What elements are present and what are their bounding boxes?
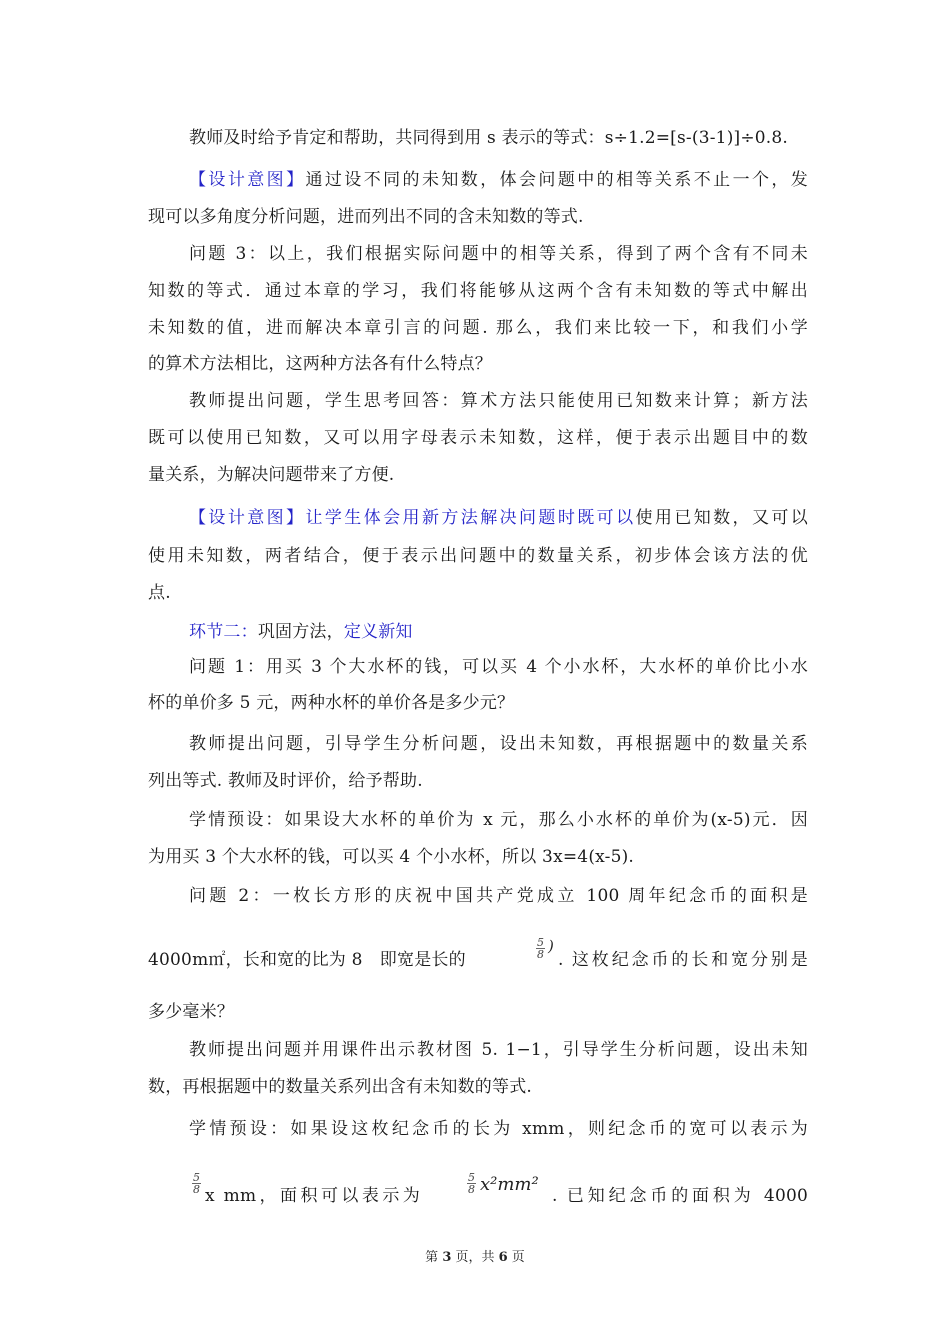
fraction-denominator: 8: [537, 948, 544, 961]
paragraph-line: 问题 3：以上，我们根据实际问题中的相等关系，得到了两个含有不同未: [189, 244, 808, 264]
fraction-denominator: 8: [468, 1183, 475, 1196]
footer-text: 页: [507, 1250, 525, 1265]
paragraph-text: 让学生体会用新方法解决问题时既可以: [305, 508, 636, 528]
paragraph-line: 教师提出问题，引导学生分析问题，设出未知数，再根据题中的数量关系: [189, 734, 808, 754]
page-number: 3: [442, 1250, 452, 1265]
fraction-numerator: 5: [468, 1171, 475, 1184]
closing-paren: ): [548, 937, 554, 955]
paragraph-line: 学情预设：如果设这枚纪念币的长为 xmm，则纪念币的宽可以表示为: [189, 1119, 808, 1139]
paragraph-text: 通过设不同的未知数，体会问题中的相等关系不止一个，发: [305, 170, 809, 190]
paragraph-line: 知数的等式．通过本章的学习，我们将能够从这两个含有未知数的等式中解出: [148, 281, 808, 301]
paragraph-line: 既可以使用已知数，又可以用字母表示未知数，这样，便于表示出题目中的数: [148, 428, 808, 448]
paragraph-line: 教师提出问题并用课件出示教材图 5. 1−1，引导学生分析问题，设出未知: [189, 1040, 808, 1060]
fraction-five-eighths: [192, 1172, 201, 1195]
fraction-numerator: 5: [193, 1171, 200, 1184]
paragraph-line: 4000m㎡，长和宽的比为 8 即宽是长的: [148, 950, 466, 970]
design-intent-line: [189, 168, 808, 192]
section-part: 巩固方法，: [257, 622, 344, 642]
paragraph-line: 量关系，为解决问题带来了方便.: [148, 465, 395, 485]
fraction-numerator: 5: [537, 936, 544, 949]
paragraph-line: x mm，面积可以表示为: [205, 1186, 420, 1206]
fraction-denominator: 8: [193, 1183, 200, 1196]
paragraph-line: 问题 2：一枚长方形的庆祝中国共产党成立 100 周年纪念币的面积是: [189, 886, 808, 906]
paragraph-line: . 这枚纪念币的长和宽分别是: [558, 950, 808, 970]
fraction-five-eighths: [467, 1172, 476, 1195]
paragraph-line: 为用买 3 个大水杯的钱，可以买 4 个小水杯，所以 3x=4(x-5).: [148, 847, 635, 867]
paragraph-line: 点.: [148, 583, 171, 603]
paragraph-line: 数，再根据题中的数量关系列出含有未知数的等式.: [148, 1077, 533, 1097]
footer-text: 第: [425, 1250, 443, 1265]
area-expression: x²mm²: [480, 1174, 539, 1195]
paragraph-line: 列出等式. 教师及时评价，给予帮助.: [148, 771, 423, 791]
paragraph-line: 教师提出问题，学生思考回答：算术方法只能使用已知数来计算；新方法: [189, 391, 808, 411]
design-intent-tag: 【设计意图】: [189, 508, 306, 528]
page-footer: [0, 1246, 950, 1265]
paragraph-line: 杯的单价多 5 元，两种水杯的单价各是多少元？: [148, 693, 515, 713]
paragraph-line: 问题 1：用买 3 个大水杯的钱，可以买 4 个小水杯，大水杯的单价比小水: [189, 657, 808, 677]
paragraph-line: 多少毫米？: [148, 1002, 234, 1022]
paragraph-line: 教师及时给予肯定和帮助，共同得到用 s 表示的等式：s÷1.2=[s-(3-1)]÷0.8.: [189, 128, 789, 148]
paragraph-line: . 已知纪念币的面积为 4000: [552, 1186, 808, 1206]
paragraph-line: 使用未知数，两者结合，便于表示出问题中的数量关系，初步体会该方法的优: [148, 546, 808, 566]
section-part: 环节二：: [189, 622, 258, 642]
paragraph-line: 未知数的值，进而解决本章引言的问题. 那么，我们来比较一下，和我们小学: [148, 318, 808, 338]
design-intent-tag: 【设计意图】: [189, 170, 306, 190]
paragraph-line: 现可以多角度分析问题，进而列出不同的含未知数的等式.: [148, 207, 584, 227]
footer-text: 页，共: [451, 1250, 499, 1265]
section-heading: [189, 620, 808, 644]
fraction-five-eighths: [536, 937, 545, 960]
section-part: 定义新知: [343, 622, 413, 642]
paragraph-text: 使用已知数，又可以: [635, 508, 808, 528]
design-intent-line: [189, 506, 808, 530]
paragraph-line: 学情预设：如果设大水杯的单价为 x 元，那么小水杯的单价为(x-5)元．因: [189, 810, 808, 830]
paragraph-line: 的算术方法相比，这两种方法各有什么特点？: [148, 354, 492, 374]
total-pages: 6: [498, 1250, 508, 1265]
